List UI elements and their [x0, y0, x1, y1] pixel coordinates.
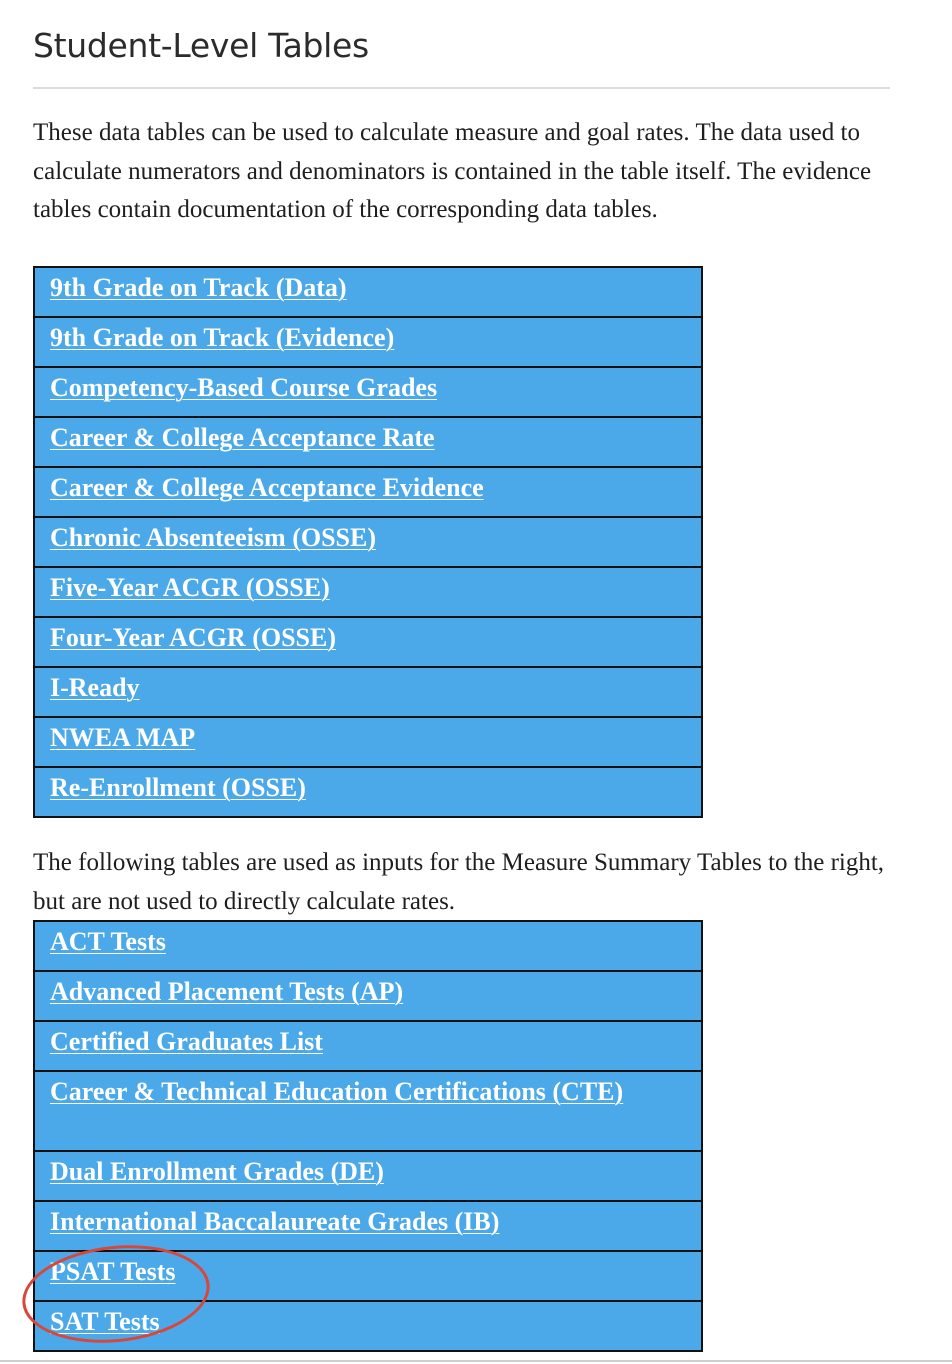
- table-row: [34, 667, 702, 717]
- link-i-ready[interactable]: I-Ready: [50, 673, 140, 702]
- intro-paragraph: These data tables can be used to calculate measure and goal rates. The data used to calculate numerators and denominators is contained in the table itself. The evidence tables contain documentation of the corresponding data tables.: [33, 119, 872, 223]
- heading-divider: [33, 87, 890, 89]
- table-row: [34, 617, 702, 667]
- table-row: [34, 317, 702, 367]
- link-four-year-acgr[interactable]: Four-Year ACGR (OSSE): [50, 623, 336, 652]
- input-tables-list: [33, 920, 703, 1352]
- inputs-paragraph: The following tables are used as inputs for the Measure Summary Tables to the right, but are not used to directly calculate rates.: [33, 849, 885, 915]
- link-acceptance-evidence[interactable]: Career & College Acceptance Evidence: [50, 473, 484, 502]
- table-row: [34, 1301, 702, 1351]
- link-certified-graduates[interactable]: Certified Graduates List: [50, 1027, 323, 1056]
- table-row: [34, 1021, 702, 1071]
- link-psat-tests[interactable]: PSAT Tests: [50, 1257, 176, 1286]
- data-tables-list: [33, 266, 703, 818]
- page-title: Student-Level Tables: [33, 26, 369, 65]
- table-row: [34, 267, 702, 317]
- link-ib-grades[interactable]: International Baccalaureate Grades (IB): [50, 1207, 500, 1236]
- link-dual-enrollment[interactable]: Dual Enrollment Grades (DE): [50, 1157, 384, 1186]
- table-row: [34, 1151, 702, 1201]
- table-row: [34, 567, 702, 617]
- table-row: [34, 717, 702, 767]
- table-row: [34, 971, 702, 1021]
- link-nwea-map[interactable]: NWEA MAP: [50, 723, 196, 752]
- link-sat-tests[interactable]: SAT Tests: [50, 1307, 160, 1336]
- table-row: [34, 1071, 702, 1151]
- link-five-year-acgr[interactable]: Five-Year ACGR (OSSE): [50, 573, 330, 602]
- table-row: [34, 417, 702, 467]
- table-row: [34, 367, 702, 417]
- link-cte-certifications[interactable]: Career & Technical Education Certifications (CTE): [50, 1077, 624, 1106]
- link-acceptance-rate[interactable]: Career & College Acceptance Rate: [50, 423, 435, 452]
- link-ap-tests[interactable]: Advanced Placement Tests (AP): [50, 977, 404, 1006]
- bottom-divider: [0, 1360, 952, 1362]
- table-row: [34, 517, 702, 567]
- table-row: [34, 1201, 702, 1251]
- link-9th-grade-data[interactable]: 9th Grade on Track (Data): [50, 273, 347, 302]
- link-9th-grade-evidence[interactable]: 9th Grade on Track (Evidence): [50, 323, 395, 352]
- table-row: [34, 921, 702, 971]
- table-row: [34, 767, 702, 817]
- link-act-tests[interactable]: ACT Tests: [50, 927, 166, 956]
- link-chronic-absenteeism[interactable]: Chronic Absenteeism (OSSE): [50, 523, 376, 552]
- link-competency-grades[interactable]: Competency-Based Course Grades: [50, 373, 438, 402]
- table-row: [34, 1251, 702, 1301]
- link-re-enrollment[interactable]: Re-Enrollment (OSSE): [50, 773, 306, 802]
- table-row: [34, 467, 702, 517]
